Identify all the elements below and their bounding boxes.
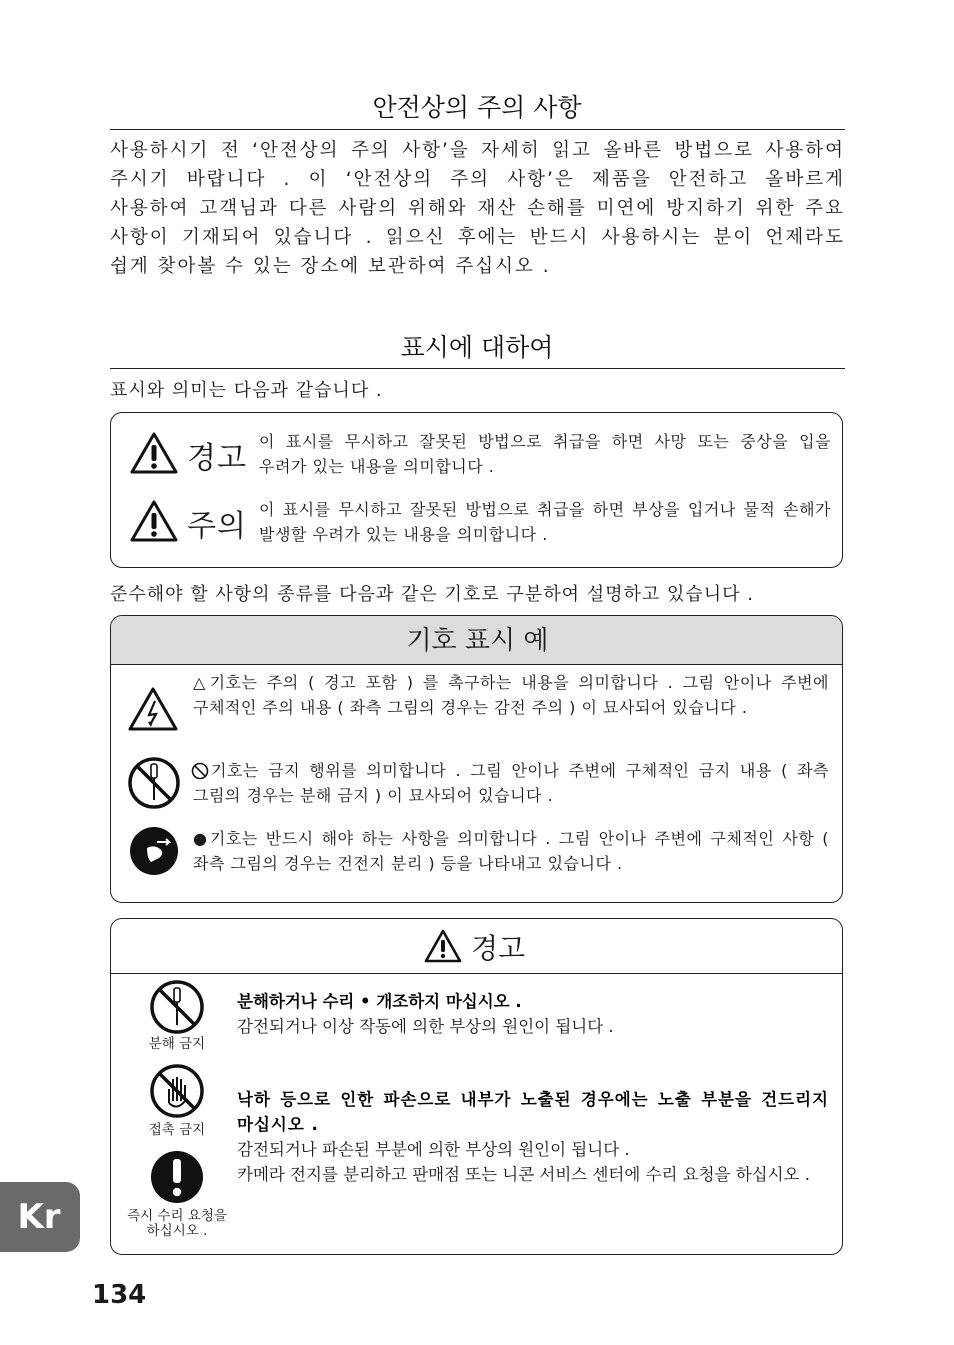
warning-box xyxy=(110,918,843,1255)
warning-item-2-text1: 감전되거나 파손된 부분에 의한 부상의 원인이 됩니다 . xyxy=(237,1140,630,1159)
page-number: 134 xyxy=(92,1280,147,1310)
battery-removal-mandatory-icon xyxy=(127,824,181,878)
electric-shock-warning-icon xyxy=(127,686,179,732)
warning-triangle-icon xyxy=(129,431,179,475)
immediate-repair-icon xyxy=(149,1149,205,1205)
immediate-repair-caption xyxy=(119,1209,235,1239)
symbols-box xyxy=(110,615,843,903)
warning-item-1-heading: 분해하거나 수리 • 개조하지 마십시오 . xyxy=(237,992,522,1011)
warning-item-1 xyxy=(237,989,829,1039)
no-disassembly-icon xyxy=(127,756,181,810)
triangle-description: △기호는 주의 ( 경고 포함 ) 를 촉구하는 내용을 의미합니다 . 그림 안이나 주변에 구체적인 주의 내용 ( 좌측 그림의 경우는 감전 주의 ) 이 묘사되어 있습니다 . xyxy=(193,673,829,717)
warning-item-1-text: 감전되거나 이상 작동에 의한 부상의 원인이 됩니다 . xyxy=(237,1017,614,1036)
immediate-repair-caption-line1: 즉시 수리 요청을 xyxy=(127,1208,227,1224)
warning-item-2-heading: 낙하 등으로 인한 파손으로 내부가 노출된 경우에는 노출 부분을 건드리지 마십시오 . xyxy=(237,1090,829,1134)
warning-header-triangle-icon xyxy=(423,928,463,964)
language-tab: Kr xyxy=(0,1182,80,1252)
warning-box-title: 경고 xyxy=(471,932,526,965)
no-touch-caption: 접촉 금지 xyxy=(148,1122,206,1138)
warning-box-header xyxy=(111,919,842,974)
caution-label: 주의 xyxy=(187,509,247,544)
indication-box xyxy=(110,412,843,568)
symbols-header xyxy=(111,616,843,665)
safety-title-rule xyxy=(110,129,845,130)
symbols-intro: 준수해야 할 사항의 종류를 다음과 같은 기호로 구분하여 설명하고 있습니다 . xyxy=(110,584,754,605)
warning-item-2-text2: 카메라 전지를 분리하고 판매점 또는 니콘 서비스 센터에 수리 요청을 하십시오 . xyxy=(237,1165,810,1184)
immediate-repair-caption-line2: 하십시오 . xyxy=(146,1223,208,1239)
symbols-title: 기호 표시 예 xyxy=(406,626,549,656)
warning-label: 경고 xyxy=(187,441,247,476)
warning-item-2 xyxy=(237,1087,829,1187)
indication-title-rule xyxy=(110,368,845,369)
no-touch-icon xyxy=(149,1063,205,1119)
warning-description: 이 표시를 무시하고 잘못된 방법으로 취급을 하면 사망 또는 중상을 입을 우려가 있는 내용을 의미합니다 . xyxy=(259,432,831,476)
indication-intro: 표시와 의미는 다음과 같습니다 . xyxy=(110,380,383,401)
prohibit-description: 기호는 금지 행위를 의미합니다 . 그림 안이나 주변에 구체적인 금지 내용 ( 좌측 그림의 경우는 분해 금지 ) 이 묘사되어 있습니다 . xyxy=(193,761,829,805)
no-disassembly-icon-2 xyxy=(149,979,205,1035)
indication-title: 표시에 대하여 xyxy=(400,333,554,362)
no-disassembly-caption: 분해 금지 xyxy=(148,1036,206,1052)
safety-title: 안전상의 주의 사항 xyxy=(372,93,582,122)
caution-description: 이 표시를 무시하고 잘못된 방법으로 취급을 하면 부상을 입거나 물적 손해가 발생할 우려가 있는 내용을 의미합니다 . xyxy=(259,500,831,544)
safety-paragraph: 사용하시기 전 ‘안전상의 주의 사항’을 자세히 읽고 올바른 방법으로 사용하여 주시기 바랍니다 . 이 ‘안전상의 주의 사항’은 제품을 안전하고 올바르게 사용하여 고객님과 다른 사람의 위해와 재산 손해를 미연에 방지하기 위한 주요 사항이 기재되어 있습니다 . 읽으신 후에는 반드시 사용하시는 분이 언제라도 쉽게 찾아볼 수 있는 장소에 보관하여 주십시오 . xyxy=(110,140,845,277)
mandatory-description: ●기호는 반드시 해야 하는 사항을 의미합니다 . 그림 안이나 주변에 구체적인 사항 ( 좌측 그림의 경우는 건전지 분리 ) 등을 나타내고 있습니다 . xyxy=(193,829,829,873)
caution-triangle-icon xyxy=(129,499,179,543)
